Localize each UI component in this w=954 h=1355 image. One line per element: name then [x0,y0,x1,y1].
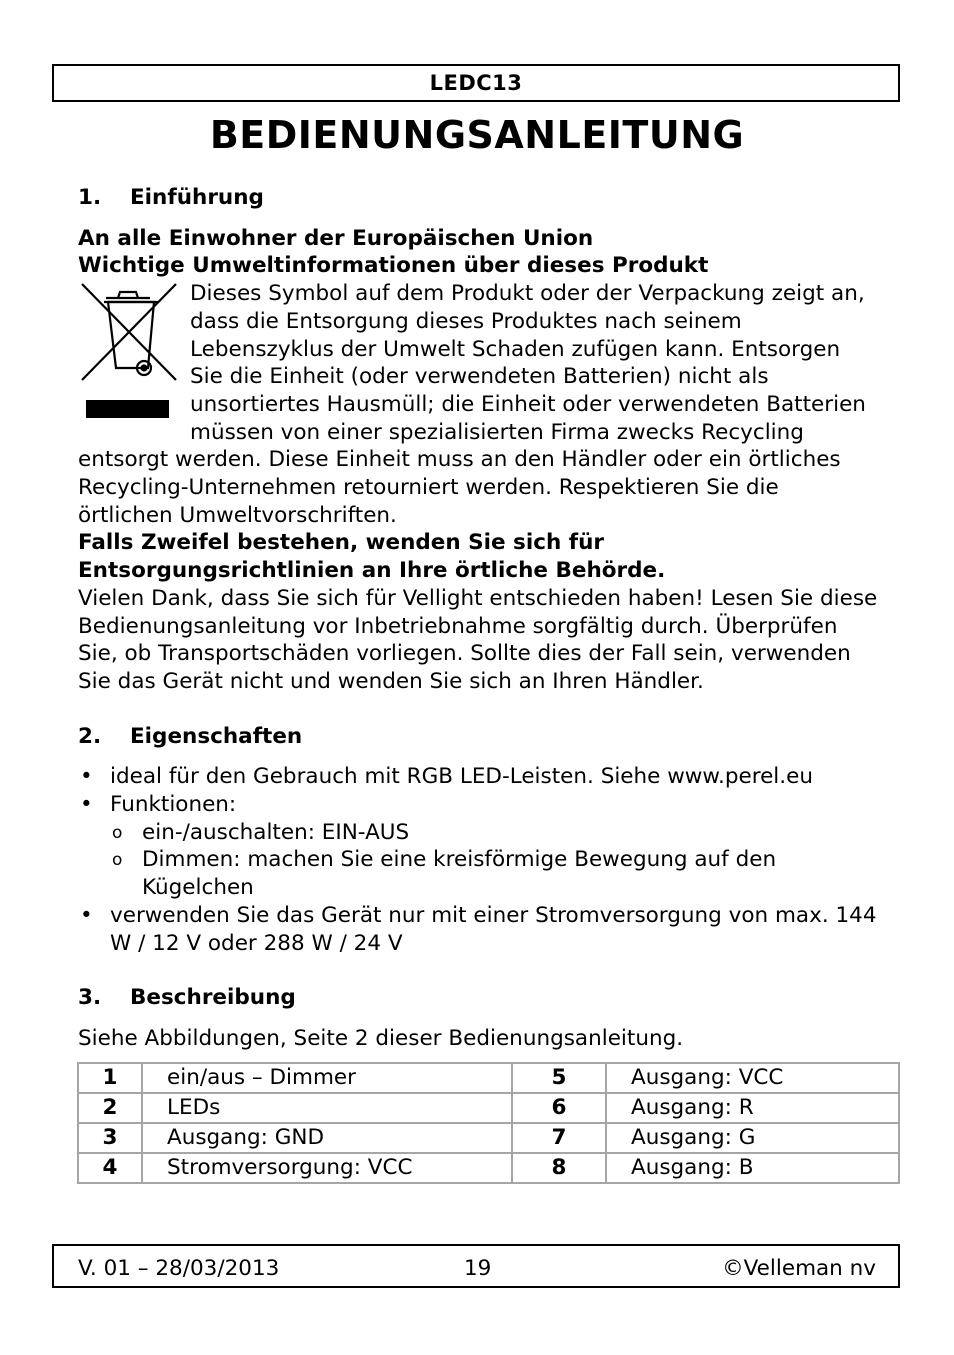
section-title: Beschreibung [130,985,296,1011]
list-item [78,763,878,791]
part-number: 4 [78,1153,142,1183]
footer-version: V. 01 – 28/03/2013 [78,1256,280,1281]
table-row [78,1123,899,1153]
table-row [78,1093,899,1123]
header-model-box [52,64,900,102]
sub-list-item-text: ein-/auschalten: EIN-AUS [142,819,410,845]
part-number: 6 [512,1093,606,1123]
features-list [78,763,878,957]
section-1-heading [78,184,878,212]
eu-residents-line: An alle Einwohner der Europäischen Union [78,225,594,251]
part-number: 2 [78,1093,142,1123]
section-title: Eigenschaften [130,723,303,749]
list-item-text: ideal für den Gebrauch mit RGB LED-Leisten. Siehe www.perel.eu [110,764,813,790]
disposal-notice: Falls Zweifel bestehen, wenden Sie sich für Entsorgungsrichtlinien an Ihre örtliche Behörde. [78,530,666,584]
weee-text: Dieses Symbol auf dem Produkt oder der Verpackung zeigt an, dass die Entsorgung dieses Produktes nach seinem Lebenszyklus der Umwelt Schaden zufügen kann. Entsorgen Sie die Einheit (oder verwendeten Batterien) nicht als unsortiertes Hausmüll; die Einheit oder verwendeten Batterien müssen von einer spezialisierten Firma zwecks Recycling entsorgt werden. Diese Einheit muss an den Händler oder ein örtliches Recycling-Unternehmen retourniert werden. Respektieren Sie die örtlichen Umweltvorschriften. [78,281,866,528]
description-intro: Siehe Abbildungen, Seite 2 dieser Bedienungsanleitung. [78,1025,684,1051]
thanks-text: Vielen Dank, dass Sie sich für Vellight entschieden haben! Lesen Sie diese Bedienungsanleitung vor Inbetriebnahme sorgfältig durch. Überprüfen Sie, ob Transportschäden vorliegen. Sollte dies der Fall sein, verwenden Sie das Gerät nicht und wenden Sie sich an Ihren Händler. [78,585,878,694]
footer [52,1244,900,1288]
part-description: LEDs [142,1093,512,1123]
sub-list-item [110,819,878,847]
content [78,184,878,1184]
list-item [78,902,878,957]
section-number: 1. [78,185,102,210]
list-item [78,791,878,902]
part-number: 5 [512,1063,606,1093]
section-number: 3. [78,985,102,1011]
list-item-text: verwenden Sie das Gerät nur mit einer Stromversorgung von max. 144 W / 12 V oder 288 W / 24 V [110,902,877,956]
part-number: 7 [512,1123,606,1153]
table-row [78,1153,899,1183]
section-number: 2. [78,723,102,749]
section-3-heading [78,984,878,1012]
model-number: LEDC13 [429,71,523,95]
environment-info-line: Wichtige Umweltinformationen über dieses Produkt [78,253,709,279]
part-description: Ausgang: B [606,1153,899,1183]
part-description: Stromversorgung: VCC [142,1153,512,1183]
footer-page-number: 19 [464,1256,492,1281]
part-number: 3 [78,1123,142,1153]
page-title: BEDIENUNGSANLEITUNG [209,113,745,157]
functions-sublist [110,819,878,902]
part-description: Ausgang: GND [142,1123,512,1153]
sub-list-item-text: Dimmen: machen Sie eine kreisförmige Bewegung auf den Kügelchen [142,847,777,901]
parts-table [77,1062,900,1184]
part-description: Ausgang: G [606,1123,899,1153]
table-row [78,1063,899,1093]
part-number: 1 [78,1063,142,1093]
section-2-heading [78,723,878,751]
part-description: Ausgang: R [606,1093,899,1123]
weee-block [78,280,878,529]
crossed-out-wheelie-bin-icon [78,280,188,420]
list-item-text: Funktionen: [110,792,237,818]
part-number: 8 [512,1153,606,1183]
part-description: ein/aus – Dimmer [142,1063,512,1093]
part-description: Ausgang: VCC [606,1063,899,1093]
footer-copyright: ©Velleman nv [722,1256,876,1281]
sub-list-item [110,846,878,901]
section-title: Einführung [130,185,264,210]
